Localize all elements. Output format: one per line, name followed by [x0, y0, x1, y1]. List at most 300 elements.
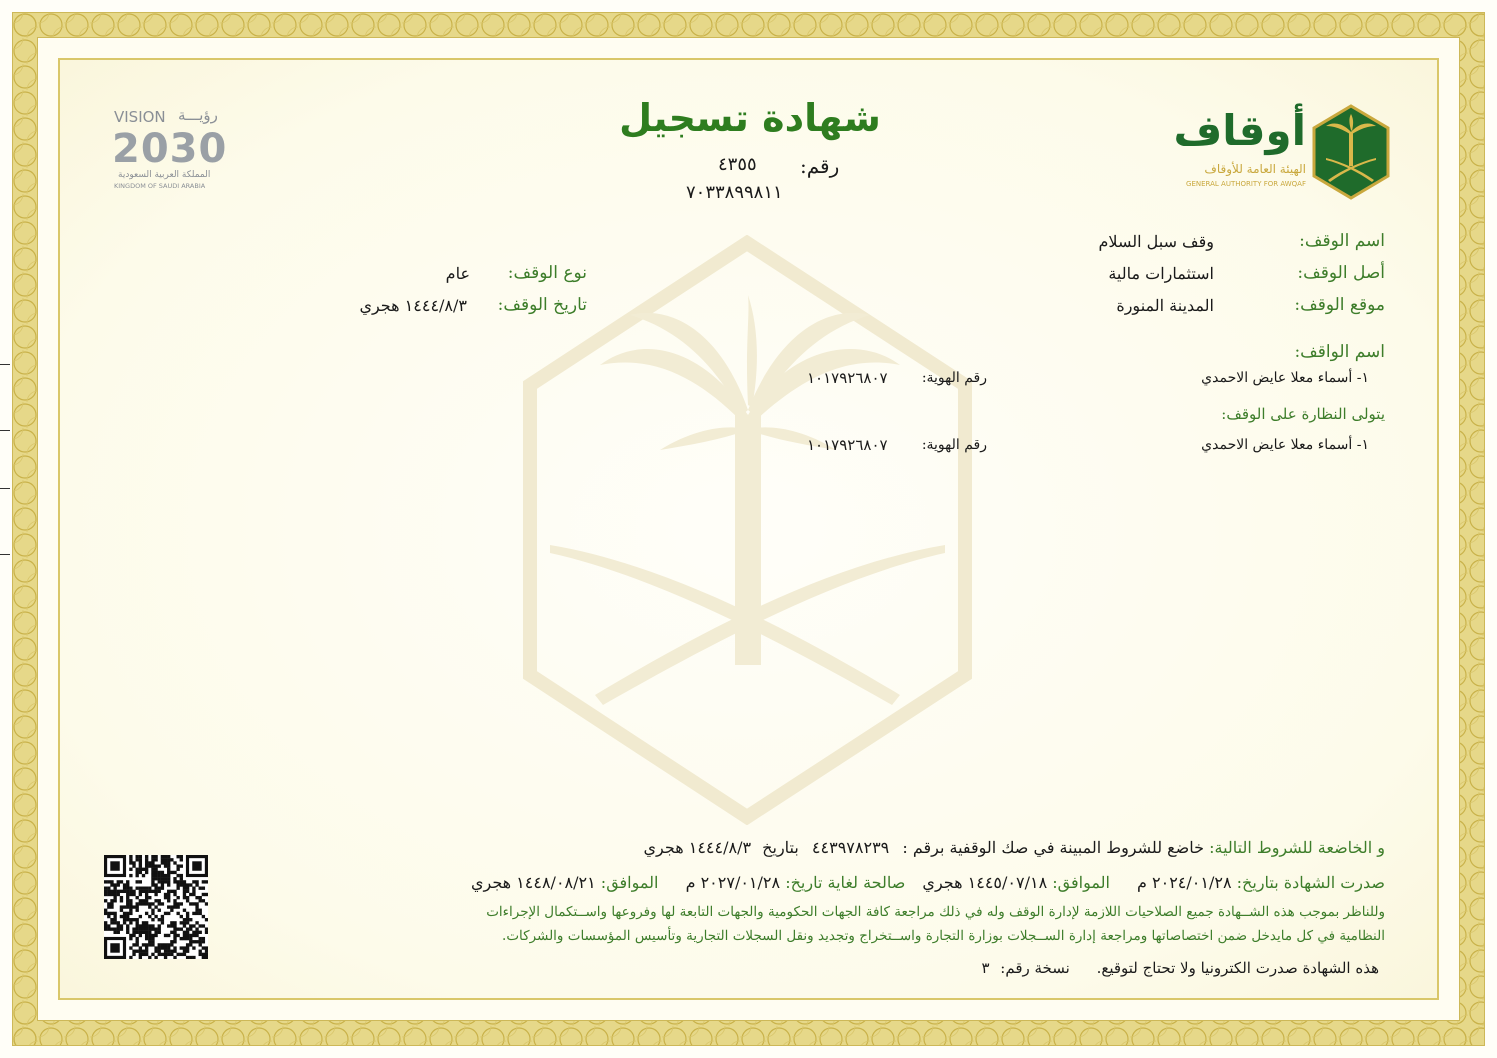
qr-module: [164, 950, 167, 953]
valid-hijri: ١٤٤٨/٠٨/٢١ هجري: [470, 873, 596, 892]
qr-module: [195, 921, 198, 924]
qr-module: [164, 943, 167, 946]
conditions-text: خاضع للشروط المبينة في صك الوقفية برقم :: [902, 838, 1205, 857]
qr-module: [129, 868, 132, 871]
qr-module: [183, 880, 186, 883]
edge-mark: [0, 364, 10, 365]
qr-module: [173, 940, 176, 943]
qr-module: [110, 883, 113, 886]
qr-module: [136, 931, 139, 934]
qr-module: [136, 918, 139, 921]
qr-module: [139, 861, 142, 864]
qr-module: [126, 912, 129, 915]
qr-module: [167, 871, 170, 874]
qr-module: [107, 924, 110, 927]
qr-module: [199, 909, 202, 912]
qr-module: [129, 890, 132, 893]
qr-module: [202, 915, 205, 918]
qr-module: [189, 934, 192, 937]
awqaf-name: أوقاف: [1173, 106, 1306, 155]
qr-module: [126, 890, 129, 893]
qr-module: [120, 924, 123, 927]
qr-module: [167, 874, 170, 877]
qr-module: [186, 927, 189, 930]
qr-module: [170, 943, 173, 946]
qr-module: [107, 915, 110, 918]
issued-label: صدرت الشهادة بتاريخ:: [1236, 873, 1385, 892]
qr-module: [132, 918, 135, 921]
qr-module: [136, 868, 139, 871]
qr-module: [148, 931, 151, 934]
qr-module: [139, 864, 142, 867]
qr-module: [148, 937, 151, 940]
qr-module: [107, 927, 110, 930]
qr-module: [183, 883, 186, 886]
qr-module: [151, 924, 154, 927]
qr-module: [158, 924, 161, 927]
endower-id-label: رقم الهوية:: [921, 370, 987, 386]
qr-module: [164, 864, 167, 867]
qr-module: [186, 912, 189, 915]
qr-module: [202, 956, 205, 959]
qr-module: [167, 880, 170, 883]
qr-module: [126, 927, 129, 930]
waqf-date-label: تاريخ الوقف:: [497, 295, 587, 315]
qr-module: [189, 924, 192, 927]
qr-module: [205, 953, 208, 956]
qr-module: [192, 912, 195, 915]
qr-module: [199, 940, 202, 943]
qr-module: [176, 912, 179, 915]
qr-module: [110, 927, 113, 930]
qr-module: [161, 887, 164, 890]
qr-module: [104, 912, 107, 915]
valid-corr-label: الموافق:: [600, 873, 659, 892]
qr-module: [161, 883, 164, 886]
qr-module: [129, 858, 132, 861]
qr-module: [186, 956, 189, 959]
qr-module: [120, 915, 123, 918]
qr-module: [186, 946, 189, 949]
valid-label: صالحة لغاية تاريخ:: [785, 873, 906, 892]
qr-module: [167, 953, 170, 956]
qr-module: [170, 905, 173, 908]
qr-module: [132, 953, 135, 956]
qr-finder: [192, 861, 201, 870]
qr-module: [167, 905, 170, 908]
qr-module: [151, 918, 154, 921]
qr-module: [145, 924, 148, 927]
powers-line-1: وللناظر بموجب هذه الشــهادة جميع الصلاحيات اللازمة لإدارة الوقف وله في ذلك مراجعة كافة الجهات الحكومية والجهات التابعة لها وفروعها واســتكمال الإجراءات: [486, 904, 1385, 920]
qr-module: [158, 902, 161, 905]
qr-module: [145, 902, 148, 905]
issued-greg: ٢٠٢٤/٠١/٢٨ م: [1137, 873, 1232, 892]
qr-module: [164, 877, 167, 880]
qr-module: [113, 883, 116, 886]
qr-module: [132, 934, 135, 937]
qr-module: [183, 918, 186, 921]
qr-module: [145, 887, 148, 890]
qr-module: [186, 921, 189, 924]
qr-module: [167, 864, 170, 867]
qr-module: [120, 896, 123, 899]
qr-module: [132, 905, 135, 908]
qr-module: [113, 893, 116, 896]
qr-module: [202, 953, 205, 956]
qr-module: [120, 899, 123, 902]
qr-module: [189, 943, 192, 946]
qr-module: [145, 912, 148, 915]
qr-module: [173, 880, 176, 883]
qr-module: [139, 893, 142, 896]
qr-module: [161, 874, 164, 877]
qr-module: [199, 899, 202, 902]
qr-module: [158, 899, 161, 902]
qr-module: [176, 868, 179, 871]
qr-module: [107, 902, 110, 905]
qr-module: [164, 858, 167, 861]
qr-module: [148, 940, 151, 943]
qr-module: [113, 927, 116, 930]
qr-module: [180, 864, 183, 867]
qr-module: [205, 880, 208, 883]
qr-module: [199, 937, 202, 940]
qr-module: [148, 927, 151, 930]
qr-module: [180, 902, 183, 905]
qr-module: [176, 883, 179, 886]
qr-module: [129, 921, 132, 924]
qr-module: [113, 931, 116, 934]
qr-module: [192, 890, 195, 893]
qr-module: [139, 902, 142, 905]
page-title: شهادة تسجيل: [619, 96, 881, 140]
qr-module: [136, 902, 139, 905]
qr-module: [113, 918, 116, 921]
serial-number: ٧٠٣٣٨٩٩٨١١: [686, 182, 783, 203]
qr-module: [139, 887, 142, 890]
qr-module: [205, 918, 208, 921]
deed-date-label: بتاريخ: [762, 838, 799, 857]
qr-module: [148, 902, 151, 905]
qr-module: [123, 883, 126, 886]
qr-module: [173, 931, 176, 934]
qr-module: [161, 902, 164, 905]
qr-module: [113, 921, 116, 924]
vision-label-en: VISION: [114, 108, 166, 126]
qr-module: [142, 899, 145, 902]
qr-module: [158, 864, 161, 867]
awqaf-logo: [1173, 104, 1390, 200]
qr-module: [158, 880, 161, 883]
qr-module: [199, 924, 202, 927]
qr-module: [104, 887, 107, 890]
qr-module: [202, 946, 205, 949]
qr-module: [170, 909, 173, 912]
qr-module: [199, 887, 202, 890]
qr-module: [145, 855, 148, 858]
vision-year: 2030: [112, 126, 228, 172]
qr-module: [158, 887, 161, 890]
qr-module: [170, 950, 173, 953]
qr-module: [129, 934, 132, 937]
qr-module: [167, 883, 170, 886]
qr-module: [117, 927, 120, 930]
qr-module: [117, 883, 120, 886]
qr-module: [151, 864, 154, 867]
qr-module: [139, 915, 142, 918]
qr-module: [176, 887, 179, 890]
qr-module: [154, 887, 157, 890]
qr-module: [167, 896, 170, 899]
qr-module: [176, 896, 179, 899]
qr-module: [183, 924, 186, 927]
qr-module: [126, 918, 129, 921]
qr-module: [158, 890, 161, 893]
qr-module: [158, 943, 161, 946]
qr-module: [110, 880, 113, 883]
qr-module: [186, 890, 189, 893]
qr-module: [132, 931, 135, 934]
qr-module: [173, 946, 176, 949]
qr-module: [186, 943, 189, 946]
qr-module: [145, 943, 148, 946]
qr-finder: [110, 943, 119, 952]
qr-module: [164, 946, 167, 949]
qr-module: [120, 880, 123, 883]
qr-module: [107, 912, 110, 915]
qr-module: [173, 924, 176, 927]
qr-module: [151, 880, 154, 883]
qr-module: [161, 855, 164, 858]
qr-module: [180, 946, 183, 949]
qr-module: [123, 912, 126, 915]
qr-module: [145, 937, 148, 940]
kingdom-en: KINGDOM OF SAUDI ARABIA: [114, 182, 206, 190]
qr-module: [161, 921, 164, 924]
qr-module: [145, 868, 148, 871]
qr-module: [107, 880, 110, 883]
qr-module: [136, 855, 139, 858]
qr-module: [142, 874, 145, 877]
qr-module: [189, 937, 192, 940]
qr-module: [158, 918, 161, 921]
qr-module: [129, 909, 132, 912]
qr-module: [199, 953, 202, 956]
qr-module: [164, 934, 167, 937]
qr-module: [136, 940, 139, 943]
qr-module: [183, 950, 186, 953]
qr-module: [126, 893, 129, 896]
qr-module: [158, 877, 161, 880]
qr-module: [154, 874, 157, 877]
qr-module: [183, 921, 186, 924]
qr-module: [110, 918, 113, 921]
qr-module: [104, 880, 107, 883]
qr-module: [202, 924, 205, 927]
conditions-label: و الخاضعة للشروط التالية:: [1209, 838, 1385, 857]
endower-section-label: اسم الواقف:: [1294, 342, 1385, 362]
qr-module: [170, 940, 173, 943]
qr-module: [151, 912, 154, 915]
qr-module: [107, 890, 110, 893]
qr-finder: [110, 861, 119, 870]
qr-module: [151, 953, 154, 956]
qr-module: [183, 887, 186, 890]
qr-module: [129, 937, 132, 940]
qr-module: [154, 905, 157, 908]
qr-module: [154, 855, 157, 858]
qr-module: [180, 927, 183, 930]
qr-module: [173, 937, 176, 940]
qr-module: [126, 905, 129, 908]
qr-module: [192, 956, 195, 959]
qr-module: [154, 899, 157, 902]
qr-module: [113, 899, 116, 902]
qr-module: [126, 883, 129, 886]
qr-module: [136, 921, 139, 924]
qr-module: [167, 858, 170, 861]
qr-module: [170, 953, 173, 956]
qr-module: [142, 924, 145, 927]
qr-module: [148, 943, 151, 946]
qr-module: [170, 921, 173, 924]
qr-module: [104, 890, 107, 893]
qr-module: [192, 902, 195, 905]
qr-module: [113, 912, 116, 915]
qr-module: [148, 915, 151, 918]
qr-module: [154, 864, 157, 867]
qr-module: [104, 893, 107, 896]
qr-module: [202, 940, 205, 943]
qr-module: [154, 877, 157, 880]
qr-module: [192, 934, 195, 937]
qr-module: [145, 950, 148, 953]
qr-module: [189, 918, 192, 921]
qr-module: [164, 893, 167, 896]
qr-module: [158, 909, 161, 912]
qr-module: [148, 905, 151, 908]
qr-module: [195, 912, 198, 915]
qr-module: [167, 924, 170, 927]
qr-module: [132, 943, 135, 946]
qr-module: [123, 918, 126, 921]
qr-module: [151, 877, 154, 880]
qr-module: [126, 880, 129, 883]
qr-module: [123, 890, 126, 893]
qr-module: [170, 931, 173, 934]
qr-module: [186, 934, 189, 937]
waqf-origin-label: أصل الوقف:: [1297, 263, 1385, 283]
qr-module: [176, 934, 179, 937]
qr-module: [176, 953, 179, 956]
qr-module: [192, 940, 195, 943]
conditions-line: [644, 838, 1385, 857]
edge-mark: [0, 430, 10, 431]
qr-module: [173, 890, 176, 893]
qr-module: [173, 893, 176, 896]
qr-module: [148, 887, 151, 890]
qr-module: [154, 927, 157, 930]
qr-module: [126, 899, 129, 902]
qr-module: [110, 905, 113, 908]
qr-module: [161, 953, 164, 956]
qr-module: [126, 931, 129, 934]
qr-module: [202, 893, 205, 896]
qr-module: [129, 912, 132, 915]
qr-module: [176, 880, 179, 883]
qr-module: [151, 871, 154, 874]
qr-module: [136, 871, 139, 874]
qr-module: [145, 890, 148, 893]
qr-module: [129, 956, 132, 959]
qr-module: [107, 905, 110, 908]
qr-module: [180, 858, 183, 861]
qr-module: [117, 893, 120, 896]
qr-module: [123, 905, 126, 908]
qr-module: [136, 937, 139, 940]
qr-module: [151, 883, 154, 886]
qr-module: [151, 940, 154, 943]
qr-module: [129, 902, 132, 905]
awqaf-authority-ar: الهيئة العامة للأوقاف: [1204, 162, 1306, 176]
qr-module: [151, 934, 154, 937]
qr-module: [167, 890, 170, 893]
qr-module: [142, 950, 145, 953]
qr-module: [142, 953, 145, 956]
qr-module: [136, 924, 139, 927]
qr-module: [154, 934, 157, 937]
qr-module: [167, 893, 170, 896]
qr-module: [145, 953, 148, 956]
qr-module: [113, 896, 116, 899]
waqf-location-value: المدينة المنورة: [1116, 296, 1214, 315]
qr-module: [148, 864, 151, 867]
qr-module: [180, 953, 183, 956]
qr-module: [176, 855, 179, 858]
waqf-type-value: عام: [445, 264, 470, 283]
qr-module: [136, 909, 139, 912]
qr-module: [136, 927, 139, 930]
qr-module: [129, 899, 132, 902]
qr-module: [183, 931, 186, 934]
qr-module: [139, 927, 142, 930]
qr-module: [161, 861, 164, 864]
qr-module: [145, 858, 148, 861]
qr-module: [186, 918, 189, 921]
qr-module: [145, 899, 148, 902]
qr-module: [151, 927, 154, 930]
qr-module: [167, 899, 170, 902]
qr-module: [189, 893, 192, 896]
number-value: ٤٣٥٥: [718, 154, 757, 175]
qr-module: [161, 946, 164, 949]
qr-module: [104, 899, 107, 902]
qr-module: [145, 861, 148, 864]
qr-module: [142, 868, 145, 871]
qr-module: [205, 950, 208, 953]
qr-module: [161, 877, 164, 880]
qr-module: [129, 874, 132, 877]
qr-module: [154, 950, 157, 953]
qr-module: [120, 905, 123, 908]
endower-person: ١- أسماء معلا عايض الاحمدي: [1201, 370, 1369, 386]
qr-module: [186, 883, 189, 886]
qr-module: [161, 943, 164, 946]
qr-module: [180, 877, 183, 880]
deed-date: ١٤٤٤/٨/٣ هجري: [643, 838, 752, 857]
qr-module: [139, 868, 142, 871]
qr-module: [173, 902, 176, 905]
